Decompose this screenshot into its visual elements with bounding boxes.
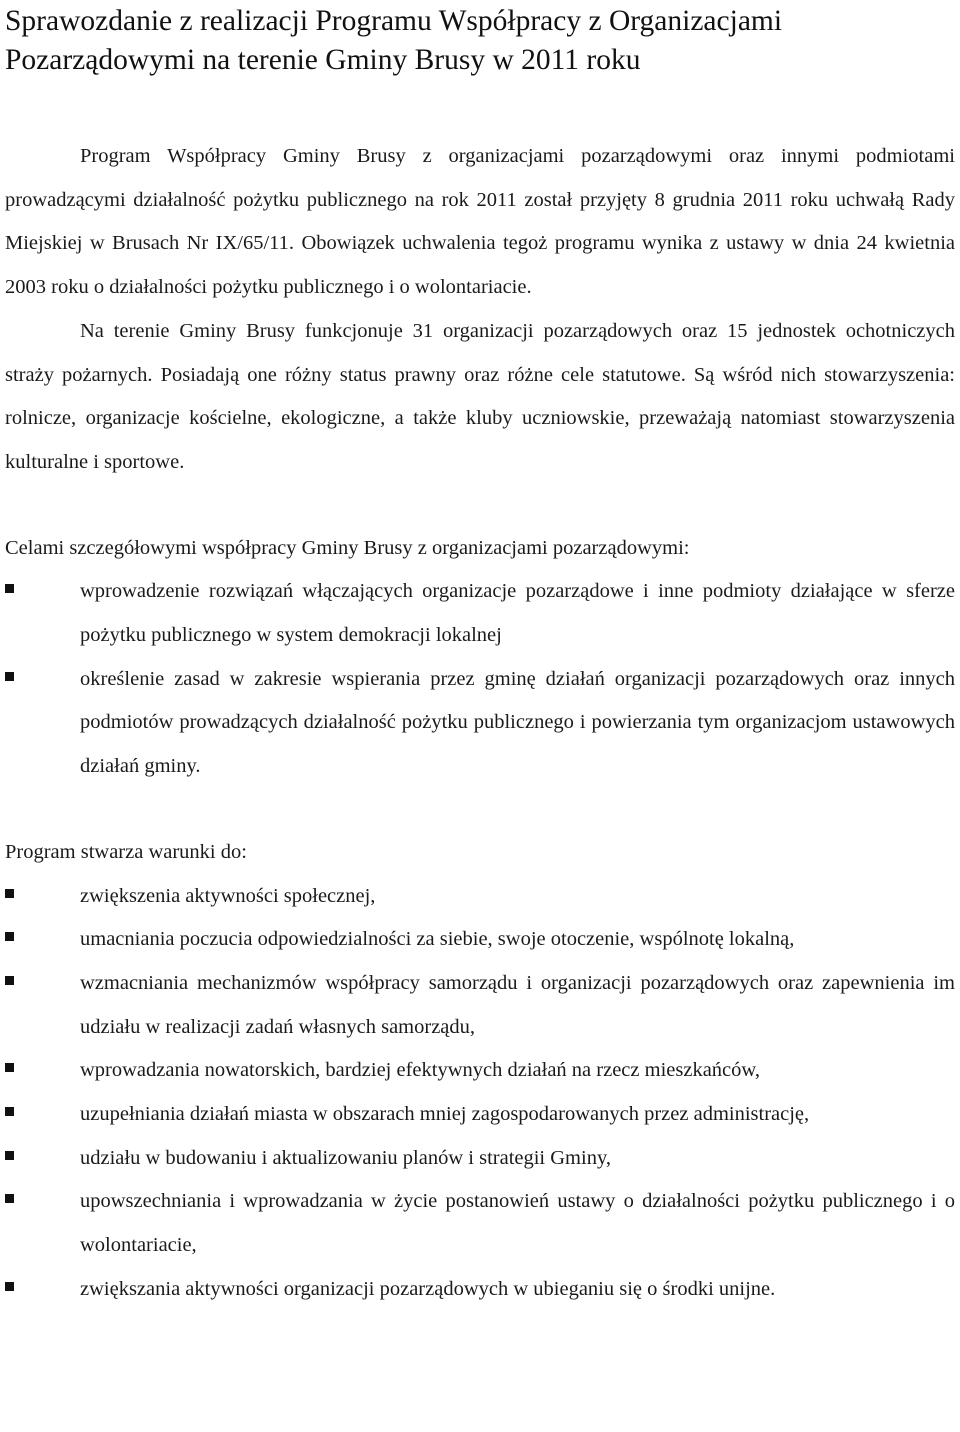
square-bullet-icon bbox=[5, 1282, 14, 1291]
list-item bbox=[5, 1137, 955, 1181]
square-bullet-icon bbox=[5, 976, 14, 985]
list-item-text: umacniania poczucia odpowiedzialności za siebie, swoje otoczenie, wspólnotę lokalną, bbox=[80, 928, 795, 951]
list-item-text: zwiększania aktywności organizacji pozarządowych w ubieganiu się o środki unijne. bbox=[80, 1277, 776, 1300]
list-item-text: udziału w budowaniu i aktualizowaniu planów i strategii Gminy, bbox=[80, 1146, 611, 1169]
organizations-paragraph: Na terenie Gminy Brusy funkcjonuje 31 organizacji pozarządowych oraz 15 jednostek ochotniczych straży pożarnych. Posiadają one różny status prawny oraz różne cele statutowe. Są wśród nich stowarzyszenia: rolnicze, organizacje kościelne, ekologiczne, a także kluby uczniowskie, przeważają natomiast stowarzyszenia kulturalne i sportowe. bbox=[5, 319, 955, 473]
list-item-text: upowszechniania i wprowadzania w życie postanowień ustawy o działalności pożytku publicznego i o wolontariacie, bbox=[80, 1190, 955, 1257]
list-item-text: uzupełniania działań miasta w obszarach mniej zagospodarowanych przez administrację, bbox=[80, 1103, 810, 1126]
document-title bbox=[5, 0, 955, 80]
program-list bbox=[5, 875, 955, 1312]
list-item-text: określenie zasad w zakresie wspierania przez gminę działań organizacji pozarządowych oraz innych podmiotów prowadzących działalność pożytku publicznego i powierzania tym organizacjom ustawowych działań gminy. bbox=[80, 667, 955, 778]
square-bullet-icon bbox=[5, 1194, 14, 1203]
document-page bbox=[5, 0, 955, 1312]
title-line-2: Pozarządowymi na terenie Gminy Brusy w 2011 roku bbox=[5, 44, 641, 76]
list-item-text: wprowadzania nowatorskich, bardziej efektywnych działań na rzecz mieszkańców, bbox=[80, 1059, 760, 1082]
list-item bbox=[5, 1268, 955, 1312]
list-item-text: wzmacniania mechanizmów współpracy samorządu i organizacji pozarządowych oraz zapewnienia im udziału w realizacji zadań własnych samorządu, bbox=[80, 971, 955, 1038]
list-item bbox=[5, 658, 955, 789]
list-item bbox=[5, 1049, 955, 1093]
program-heading: Program stwarza warunki do: bbox=[5, 840, 247, 863]
list-item bbox=[5, 1180, 955, 1267]
list-item-text: zwiększenia aktywności społecznej, bbox=[80, 884, 376, 907]
square-bullet-icon bbox=[5, 932, 14, 941]
list-item bbox=[5, 1093, 955, 1137]
square-bullet-icon bbox=[5, 672, 14, 681]
square-bullet-icon bbox=[5, 1107, 14, 1116]
title-line-1: Sprawozdanie z realizacji Programu Współpracy z Organizacjami bbox=[5, 5, 783, 37]
square-bullet-icon bbox=[5, 584, 14, 593]
goals-list bbox=[5, 570, 955, 789]
square-bullet-icon bbox=[5, 889, 14, 898]
square-bullet-icon bbox=[5, 1151, 14, 1160]
goals-heading: Celami szczegółowymi współpracy Gminy Brusy z organizacjami pozarządowymi: bbox=[5, 536, 690, 559]
list-item bbox=[5, 875, 955, 919]
list-item bbox=[5, 918, 955, 962]
intro-paragraph: Program Współpracy Gminy Brusy z organizacjami pozarządowymi oraz innymi podmiotami prowadzącymi działalność pożytku publicznego na rok 2011 został przyjęty 8 grudnia 2011 roku uchwałą Rady Miejskiej w Brusach Nr IX/65/11. Obowiązek uchwalenia tegoż programu wynika z ustawy w dnia 24 kwietnia 2003 roku o działalności pożytku publicznego i o wolontariacie. bbox=[5, 145, 955, 299]
list-item-text: wprowadzenie rozwiązań włączających organizacje pozarządowe i inne podmioty działające w sferze pożytku publicznego w system demokracji lokalnej bbox=[80, 580, 955, 647]
list-item bbox=[5, 962, 955, 1049]
square-bullet-icon bbox=[5, 1063, 14, 1072]
list-item bbox=[5, 570, 955, 657]
